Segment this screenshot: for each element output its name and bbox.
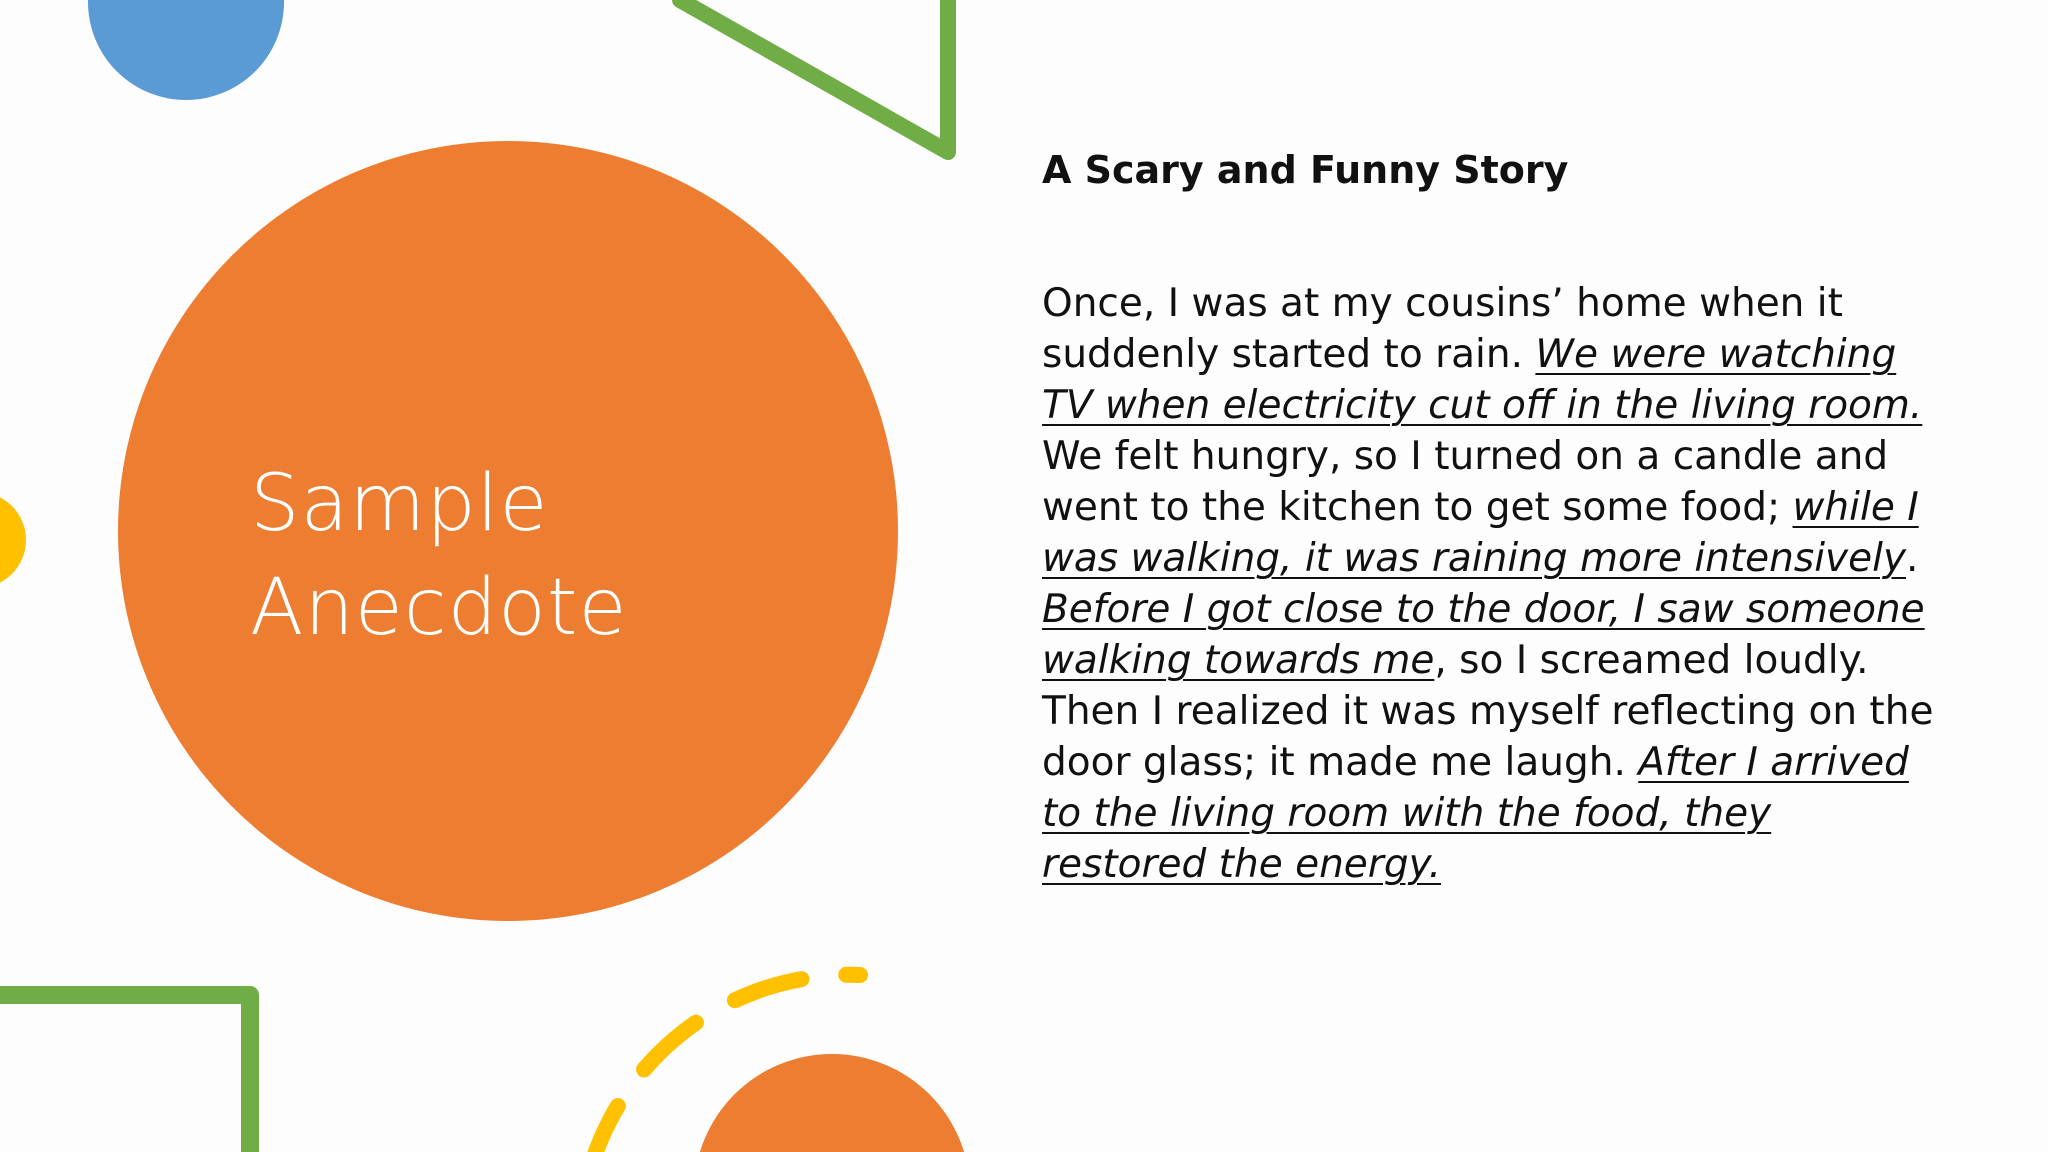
story-panel: [1042, 142, 1942, 890]
green-square-shape: [0, 995, 250, 1152]
story-title: A Scary and Funny Story: [1042, 148, 1569, 192]
slide-title: [250, 452, 770, 660]
story-segment-underlined: After I arrived to the living room with the food, they restored the energy.: [1042, 740, 1909, 887]
story-segment: .: [1906, 536, 1919, 581]
orange-bottom-circle: [694, 1054, 970, 1152]
green-triangle-shape: [680, 0, 948, 152]
yellow-edge-circle: [0, 492, 26, 588]
story-body: [1042, 278, 1942, 890]
story-segment: Once, I was at my cousins’ home when it suddenly started to rain.: [1042, 281, 1843, 377]
slide-title-line-2: Anecdote: [250, 563, 628, 653]
story-segment-underlined: We were watching TV when electricity cut off in the living room.: [1042, 332, 1923, 428]
story-segment: , so I screamed loudly. Then I realized it was myself reflecting on the door glass; it made me laugh.: [1042, 638, 1934, 785]
slide-title-line-1: Sample: [250, 459, 549, 549]
blue-circle-shape: [88, 0, 284, 100]
story-segment-underlined: while I was walking, it was raining more intensively: [1042, 485, 1919, 581]
story-segment: We felt hungry, so I turned on a candle and went to the kitchen to get some food;: [1042, 434, 1889, 530]
story-segment-underlined: Before I got close to the door, I saw someone walking towards me: [1042, 587, 1925, 683]
